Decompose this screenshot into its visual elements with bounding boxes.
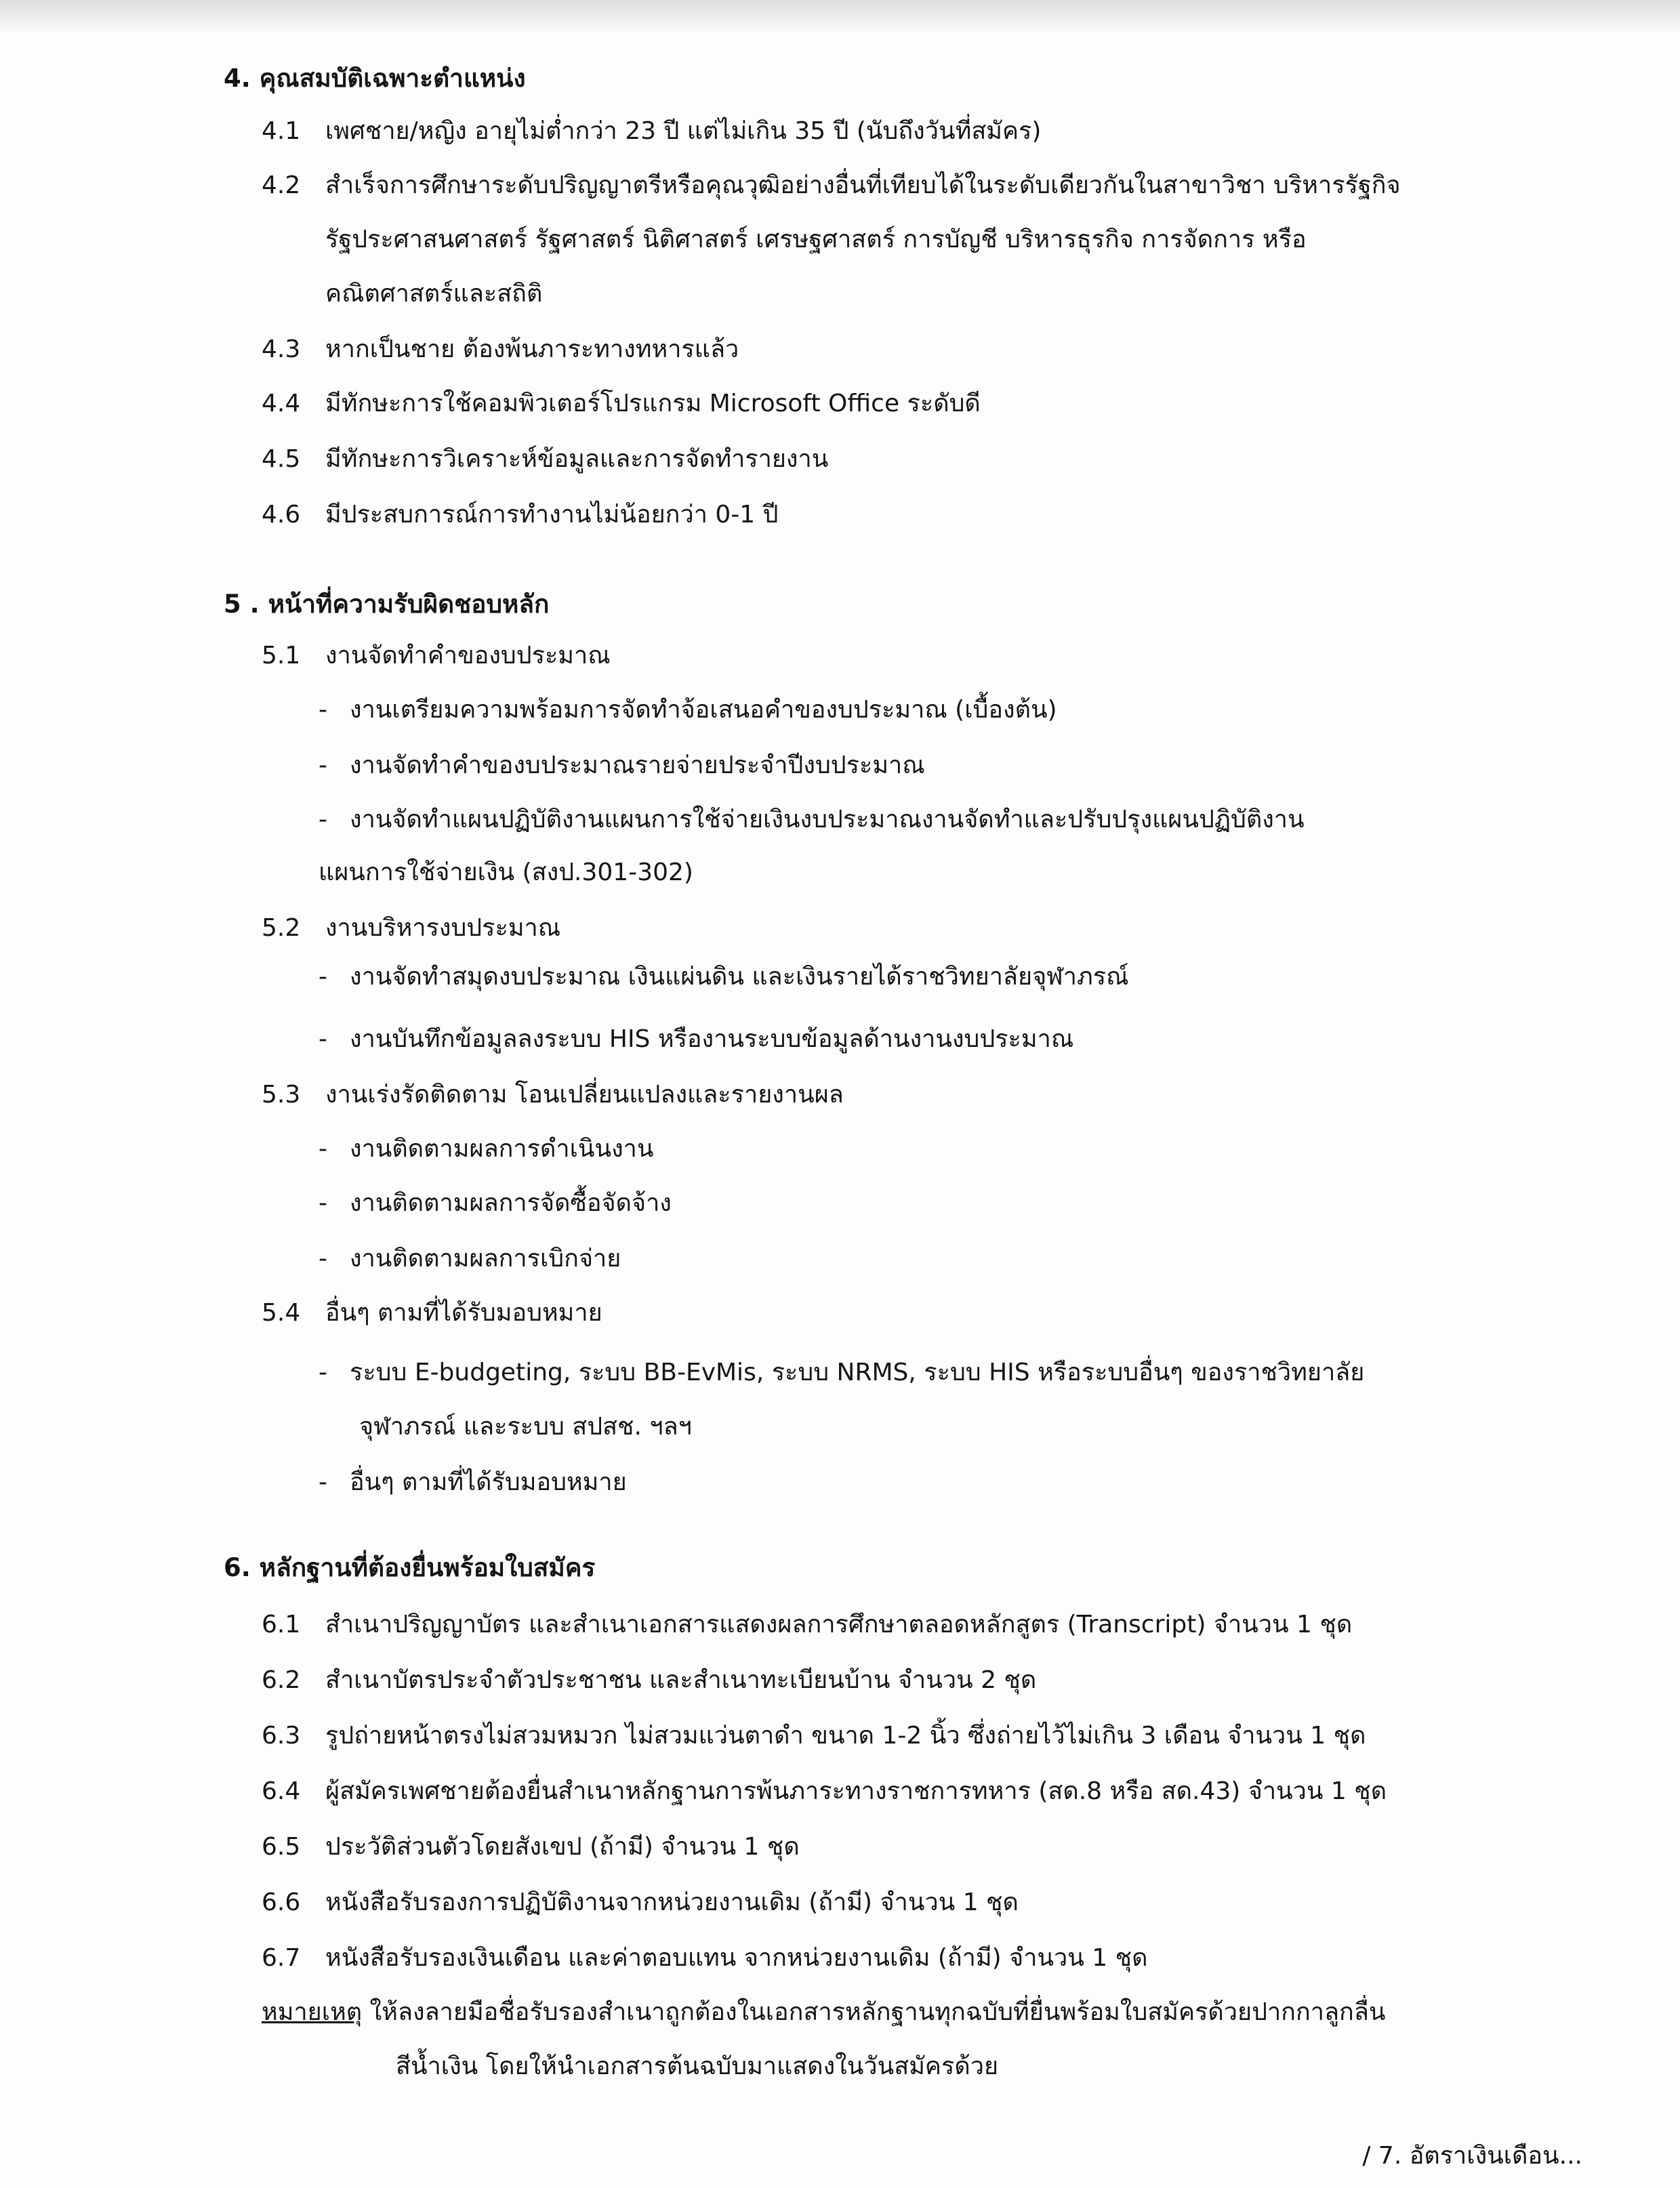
bullet-text: อื่นๆ ตามที่ได้รับมอบหมาย <box>350 1468 627 1496</box>
item-6-2 <box>262 1664 1036 1697</box>
item-number: 5.3 <box>262 1081 301 1109</box>
item-4-3 <box>262 333 739 366</box>
item-4-2-continued: รัฐประศาสนศาสตร์ รัฐศาสตร์ นิติศาสตร์ เศรษฐศาสตร์ การบัญชี บริหารธุรกิจ การจัดการ หรือ <box>325 226 1307 253</box>
dash-bullet: - <box>319 751 327 779</box>
item-text: เพศชาย/หญิง อายุไม่ต่ำกว่า 23 ปี แต่ไม่เกิน 35 ปี (นับถึงวันที่สมัคร) <box>325 117 1042 145</box>
item-number: 5.1 <box>262 642 301 669</box>
bullet-5-1-3-continued: แผนการใช้จ่ายเงิน (สงป.301-302) <box>319 859 693 886</box>
item-6-3 <box>262 1720 1366 1752</box>
dash-bullet: - <box>319 963 327 991</box>
item-number: 4.4 <box>262 390 301 417</box>
bullet-5-4-2 <box>319 1466 627 1499</box>
item-text: งานจัดทำคำของบประมาณ <box>325 642 611 669</box>
item-4-4 <box>262 388 981 420</box>
bullet-5-4-1 <box>319 1357 1364 1389</box>
bullet-text: ระบบ E-budgeting, ระบบ BB-EvMis, ระบบ NRMS, ระบบ HIS หรือระบบอื่นๆ ของราชวิทยาลัย <box>350 1359 1365 1386</box>
bullet-text: งานติดตามผลการจัดซื้อจัดจ้าง <box>350 1189 672 1217</box>
bullet-5-2-2 <box>319 1023 1073 1056</box>
dash-bullet: - <box>319 1135 327 1163</box>
scan-shadow <box>0 0 1680 34</box>
item-text: มีทักษะการใช้คอมพิวเตอร์โปรแกรม Microsoft Office ระดับดี <box>325 390 981 417</box>
item-number: 6.5 <box>262 1833 301 1861</box>
item-6-4 <box>262 1775 1387 1808</box>
bullet-text: งานจัดทำแผนปฏิบัติงานแผนการใช้จ่ายเงินงบประมาณงานจัดทำและปรับปรุงแผนปฏิบัติงาน <box>350 806 1305 833</box>
note-label: หมายเหตุ <box>262 1998 363 2026</box>
bullet-text: งานบันทึกข้อมูลลงระบบ HIS หรืองานระบบข้อมูลด้านงานงบประมาณ <box>350 1025 1074 1053</box>
item-text: หากเป็นชาย ต้องพ้นภาระทางทหารแล้ว <box>325 335 739 363</box>
dash-bullet: - <box>319 1025 327 1053</box>
item-6-1 <box>262 1609 1352 1641</box>
bullet-5-1-3 <box>319 804 1305 836</box>
item-4-6 <box>262 499 778 531</box>
bullet-text: งานเตรียมความพร้อมการจัดทำจ้อเสนอคำของบประมาณ (เบื้องต้น) <box>350 696 1057 724</box>
item-number: 6.6 <box>262 1888 301 1916</box>
item-number: 6.4 <box>262 1777 301 1805</box>
item-text: งานบริหารงบประมาณ <box>325 914 561 942</box>
bullet-5-1-2 <box>319 749 925 782</box>
bullet-5-4-1-continued: จุฬาภรณ์ และระบบ สปสช. ฯลฯ <box>359 1413 692 1441</box>
note-continued: สีน้ำเงิน โดยให้นำเอกสารต้นฉบับมาแสดงในวันสมัครด้วย <box>396 2052 999 2080</box>
item-number: 4.5 <box>262 445 301 473</box>
section-5-heading: 5 . หน้าที่ความรับผิดชอบหลัก <box>224 590 550 619</box>
bullet-5-1-1 <box>319 694 1057 726</box>
item-6-7 <box>262 1942 1147 1975</box>
note-text: ให้ลงลายมือชื่อรับรองสำเนาถูกต้องในเอกสารหลักฐานทุกฉบับที่ยื่นพร้อมใบสมัครด้วยปากกาลูกลื่น <box>362 1998 1386 2026</box>
item-text: สำเนาปริญญาบัตร และสำเนาเอกสารแสดงผลการศึกษาตลอดหลักสูตร (Transcript) จำนวน 1 ชุด <box>325 1611 1353 1638</box>
item-text: สำเนาบัตรประจำตัวประชาชน และสำเนาทะเบียนบ้าน จำนวน 2 ชุด <box>325 1666 1037 1694</box>
next-page-footer: / 7. อัตราเงินเดือน... <box>1362 2142 1582 2170</box>
note <box>262 1996 1386 2029</box>
item-text: อื่นๆ ตามที่ได้รับมอบหมาย <box>325 1299 602 1327</box>
item-number: 5.2 <box>262 914 301 942</box>
section-4-heading: 4. คุณสมบัติเฉพาะตำแหน่ง <box>224 64 526 93</box>
item-text: หนังสือรับรองเงินเดือน และค่าตอบแทน จากหน่วยงานเดิม (ถ้ามี) จำนวน 1 ชุด <box>325 1944 1148 1972</box>
dash-bullet: - <box>319 1468 327 1496</box>
bullet-text: งานจัดทำคำของบประมาณรายจ่ายประจำปีงบประมาณ <box>350 751 925 779</box>
item-text: งานเร่งรัดติดตาม โอนเปลี่ยนแปลงและรายงานผล <box>325 1081 844 1109</box>
bullet-text: งานติดตามผลการดำเนินงาน <box>350 1135 654 1163</box>
item-text: หนังสือรับรองการปฏิบัติงานจากหน่วยงานเดิม (ถ้ามี) จำนวน 1 ชุด <box>325 1888 1019 1916</box>
item-text: รูปถ่ายหน้าตรงไม่สวมหมวก ไม่สวมแว่นตาดำ ขนาด 1-2 นิ้ว ซึ่งถ่ายไว้ไม่เกิน 3 เดือน จำนวน 1 ชุด <box>325 1722 1366 1750</box>
item-number: 4.3 <box>262 335 301 363</box>
item-5-4 <box>262 1297 602 1329</box>
item-4-2 <box>262 169 1401 202</box>
bullet-5-3-3 <box>319 1243 621 1275</box>
dash-bullet: - <box>319 806 327 833</box>
item-4-2-continued: คณิตศาสตร์และสถิติ <box>325 280 543 308</box>
item-text: สำเร็จการศึกษาระดับปริญญาตรีหรือคุณวุฒิอย่างอื่นที่เทียบได้ในระดับเดียวกันในสาขาวิชา บริหารรัฐกิจ <box>325 171 1401 199</box>
item-number: 6.7 <box>262 1944 301 1972</box>
item-number: 4.6 <box>262 501 301 529</box>
item-number: 4.1 <box>262 117 301 145</box>
dash-bullet: - <box>319 696 327 724</box>
item-text: มีประสบการณ์การทำงานไม่น้อยกว่า 0-1 ปี <box>325 501 779 529</box>
section-6-heading: 6. หลักฐานที่ต้องยื่นพร้อมใบสมัคร <box>224 1553 596 1582</box>
item-number: 6.2 <box>262 1666 301 1694</box>
item-5-1 <box>262 640 611 672</box>
bullet-5-2-1 <box>319 961 1128 993</box>
item-text: ประวัติส่วนตัวโดยสังเขป (ถ้ามี) จำนวน 1 ชุด <box>325 1833 800 1861</box>
item-4-1 <box>262 115 1041 148</box>
bullet-5-3-1 <box>319 1133 654 1165</box>
dash-bullet: - <box>319 1245 327 1273</box>
item-number: 5.4 <box>262 1299 301 1327</box>
item-text: ผู้สมัครเพศชายต้องยื่นสำเนาหลักฐานการพ้นภาระทางราชการทหาร (สด.8 หรือ สด.43) จำนวน 1 ชุด <box>325 1777 1387 1805</box>
item-number: 4.2 <box>262 171 301 199</box>
item-number: 6.1 <box>262 1611 301 1638</box>
bullet-5-3-2 <box>319 1187 672 1220</box>
item-5-3 <box>262 1079 844 1111</box>
bullet-text: งานจัดทำสมุดงบประมาณ เงินแผ่นดิน และเงินรายได้ราชวิทยาลัยจุฬาภรณ์ <box>350 963 1129 991</box>
item-number: 6.3 <box>262 1722 301 1750</box>
item-6-6 <box>262 1886 1019 1919</box>
item-4-5 <box>262 443 828 476</box>
dash-bullet: - <box>319 1359 327 1386</box>
item-5-2 <box>262 912 560 945</box>
bullet-text: งานติดตามผลการเบิกจ่าย <box>350 1245 621 1273</box>
item-6-5 <box>262 1831 800 1863</box>
item-text: มีทักษะการวิเคราะห์ข้อมูลและการจัดทำรายงาน <box>325 445 829 473</box>
dash-bullet: - <box>319 1189 327 1217</box>
